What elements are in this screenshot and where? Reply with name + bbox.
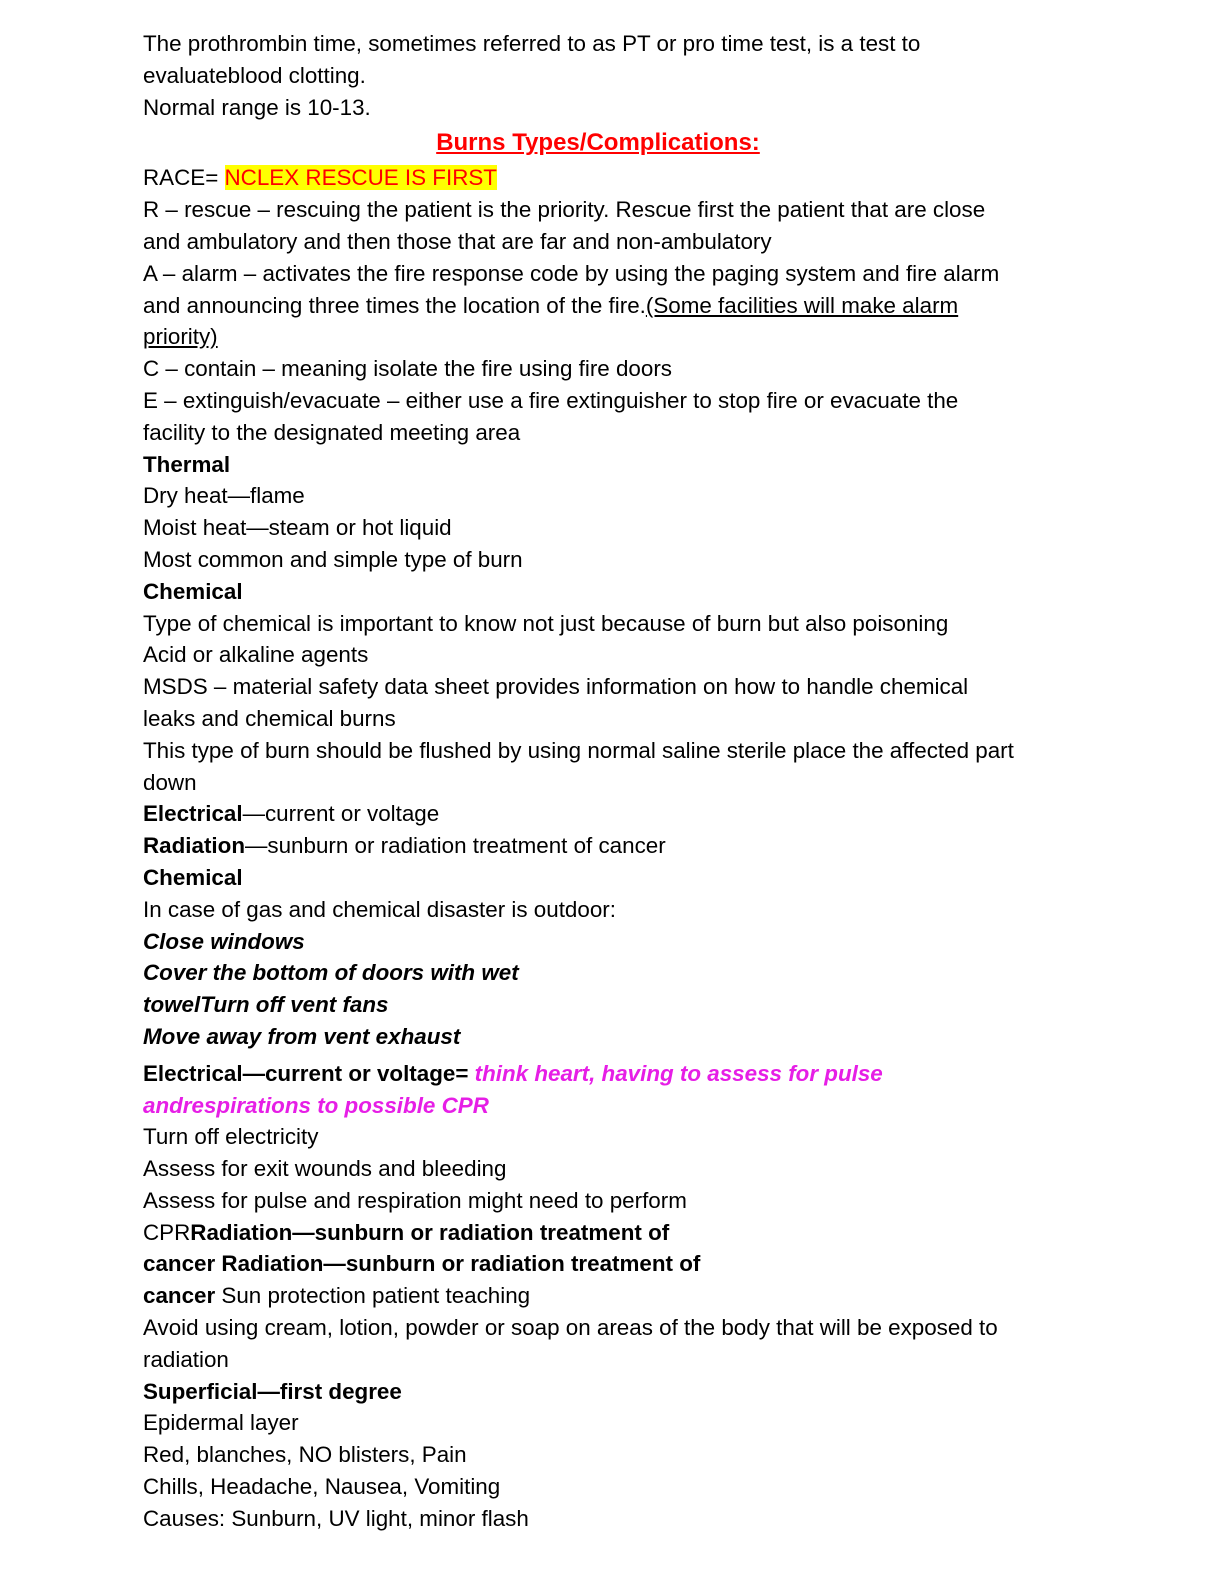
intro-line-3: Normal range is 10-13.	[143, 94, 371, 120]
superficial-title: Superficial—first degree	[143, 1378, 402, 1404]
radiation-rest: —sunburn or radiation treatment of cancer	[245, 833, 666, 859]
electrical-title: Electrical	[143, 801, 243, 827]
electrical-care-line	[143, 1058, 1083, 1090]
chemical-title: Chemical	[143, 578, 243, 604]
chemical-disaster-item-3: towelTurn off vent fans	[143, 992, 389, 1018]
electrical-care-line-4	[143, 1217, 1083, 1249]
cpr-text: CPR	[143, 1219, 191, 1245]
chemical-line-2: Acid or alkaline agents	[143, 642, 369, 668]
thermal-title: Thermal	[143, 451, 231, 477]
race-highlight: NCLEX RESCUE IS FIRST	[224, 165, 497, 191]
radiation-title: Radiation	[143, 833, 246, 859]
race-a-text: and announcing three times the location of the fire.	[143, 292, 646, 318]
superficial-line-1: Epidermal layer	[143, 1410, 299, 1436]
race-a-line-2	[143, 290, 1083, 322]
chemical-disaster-item-1: Close windows	[143, 928, 305, 954]
chemical-line-1: Type of chemical is important to know not just because of burn but also poisoning	[143, 610, 949, 636]
electrical-care-note-1: think heart, having to assess for pulse	[474, 1060, 883, 1086]
superficial-line-3: Chills, Headache, Nausea, Vomiting	[143, 1474, 501, 1500]
chemical-line-4: leaks and chemical burns	[143, 705, 396, 731]
race-a-line-1: A – alarm – activates the fire response code by using the paging system and fire alarm	[143, 260, 1000, 286]
electrical-care-note-2: andrespirations to possible CPR	[143, 1092, 489, 1118]
electrical-line	[143, 798, 1083, 830]
race-e-line-1: E – extinguish/evacuate – either use a fire extinguisher to stop fire or evacuate the	[143, 387, 959, 413]
radiation-line	[143, 830, 1083, 862]
chemical-disaster-title: Chemical	[143, 864, 243, 890]
chemical-disaster-item-2: Cover the bottom of doors with wet	[143, 960, 519, 986]
electrical-care-line-3: Assess for pulse and respiration might need to perform	[143, 1187, 687, 1213]
chemical-line-3: MSDS – material safety data sheet provides information on how to handle chemical	[143, 674, 969, 700]
superficial-line-2: Red, blanches, NO blisters, Pain	[143, 1442, 467, 1468]
radiation-avoid-line-1: Avoid using cream, lotion, powder or soap on areas of the body that will be exposed to	[143, 1315, 998, 1341]
radiation-teaching-line	[143, 1280, 1083, 1312]
chemical-disaster-line: In case of gas and chemical disaster is outdoor:	[143, 896, 616, 922]
sun-protection-text: Sun protection patient teaching	[215, 1283, 531, 1309]
race-line	[143, 162, 1083, 194]
intro-line-1: The prothrombin time, sometimes referred to as PT or pro time test, is a test to	[143, 31, 921, 56]
thermal-line-1: Dry heat—flame	[143, 483, 305, 509]
radiation-bold-2: cancer Radiation—sunburn or radiation treatment of	[143, 1251, 701, 1277]
race-c-line: C – contain – meaning isolate the fire using fire doors	[143, 356, 672, 382]
race-r-line-1: R – rescue – rescuing the patient is the priority. Rescue first the patient that are close	[143, 197, 986, 223]
radiation-avoid-line-2: radiation	[143, 1346, 229, 1372]
chemical-line-5: This type of burn should be flushed by using normal saline sterile place the affected part	[143, 737, 1014, 763]
race-prefix: RACE=	[143, 165, 225, 191]
electrical-care-line-1: Turn off electricity	[143, 1124, 319, 1150]
radiation-bold-1: Radiation—sunburn or radiation treatment of	[190, 1219, 670, 1245]
electrical-care-line-2: Assess for exit wounds and bleeding	[143, 1156, 507, 1182]
chemical-line-6: down	[143, 769, 197, 795]
electrical-rest: —current or voltage	[242, 801, 440, 827]
race-a-line-3: priority)	[143, 324, 218, 350]
section-heading: Burns Types/Complications:	[436, 129, 760, 157]
thermal-line-3: Most common and simple type of burn	[143, 546, 523, 572]
race-a-note: (Some facilities will make alarm	[645, 292, 959, 318]
race-e-line-2: facility to the designated meeting area	[143, 419, 521, 445]
document-page	[143, 28, 1083, 1535]
radiation-bold-3: cancer	[143, 1283, 216, 1309]
race-r-line-2: and ambulatory and then those that are far and non-ambulatory	[143, 228, 772, 254]
superficial-line-4: Causes: Sunburn, UV light, minor flash	[143, 1505, 529, 1531]
thermal-line-2: Moist heat—steam or hot liquid	[143, 515, 452, 541]
chemical-disaster-item-4: Move away from vent exhaust	[143, 1023, 461, 1049]
electrical-care-title: Electrical—current or voltage=	[143, 1060, 475, 1086]
intro-line-2: evaluateblood clotting.	[143, 62, 366, 88]
